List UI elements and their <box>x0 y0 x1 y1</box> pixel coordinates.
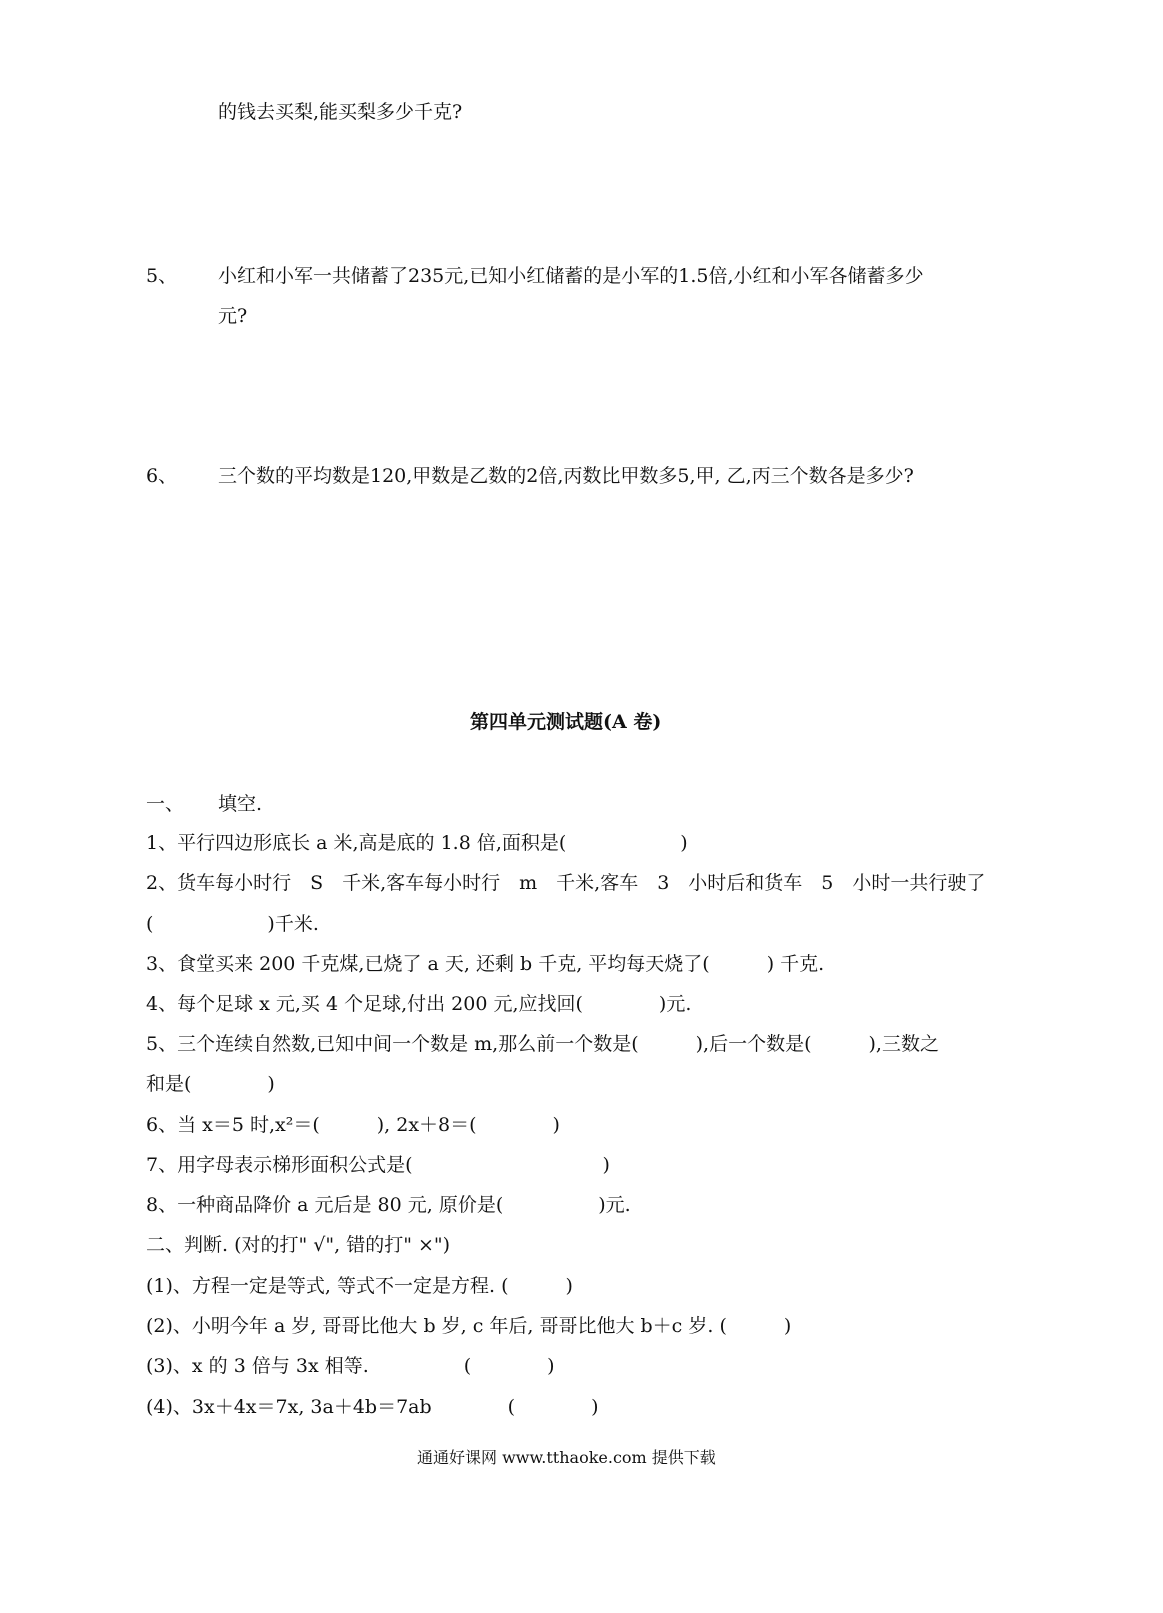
test-title: 第四单元测试题(A 卷) <box>470 711 662 733</box>
fill-item-2-line-1: 2、货车每小时行 S 千米,客车每小时行 m 千米,客车 3 小时后和货车 5 小时一共行驶了 <box>146 872 986 894</box>
problem-5-line-1: 小红和小军一共储蓄了235元,已知小红储蓄的是小军的1.5倍,小红和小军各储蓄多少 <box>218 265 924 287</box>
problem-5-line-2: 元? <box>218 305 248 327</box>
fill-item-4: 4、每个足球 x 元,买 4 个足球,付出 200 元,应找回( )元. <box>146 993 692 1015</box>
section-1-title: 填空. <box>218 793 263 815</box>
section-1-number: 一、 <box>146 793 185 815</box>
fill-item-2-line-2: ( )千米. <box>146 913 319 935</box>
problem-6-number: 6、 <box>146 465 178 487</box>
fill-item-3: 3、食堂买来 200 千克煤,已烧了 a 天, 还剩 b 千克, 平均每天烧了( ) 千克. <box>146 953 825 975</box>
judge-item-2: (2)、小明今年 a 岁, 哥哥比他大 b 岁, c 年后, 哥哥比他大 b＋c 岁. ( ) <box>146 1315 792 1337</box>
fill-item-6: 6、当 x＝5 时,x²＝( ), 2x＋8＝( ) <box>146 1114 560 1136</box>
problem-5-number: 5、 <box>146 265 178 287</box>
judge-item-1: (1)、方程一定是等式, 等式不一定是方程. ( ) <box>146 1275 573 1297</box>
problem-6-line-1: 三个数的平均数是120,甲数是乙数的2倍,丙数比甲数多5,甲, 乙,丙三个数各是多少? <box>218 465 914 487</box>
fill-item-5-line-1: 5、三个连续自然数,已知中间一个数是 m,那么前一个数是( ),后一个数是( ),三数之 <box>146 1033 939 1055</box>
section-2-title: 二、判断. (对的打" √", 错的打" ×") <box>146 1234 451 1256</box>
page-footer: 通通好课网 www.tthaoke.com 提供下载 <box>417 1448 716 1467</box>
judge-item-4: (4)、3x＋4x＝7x, 3a＋4b＝7ab ( ) <box>146 1396 599 1418</box>
fill-item-1: 1、平行四边形底长 a 米,高是底的 1.8 倍,面积是( ) <box>146 832 688 854</box>
problem-continuation-line: 的钱去买梨,能买梨多少千克? <box>218 101 463 123</box>
fill-item-8: 8、一种商品降价 a 元后是 80 元, 原价是( )元. <box>146 1194 631 1216</box>
judge-item-3: (3)、x 的 3 倍与 3x 相等. ( ) <box>146 1355 555 1377</box>
fill-item-5-line-2: 和是( ) <box>146 1073 275 1095</box>
fill-item-7: 7、用字母表示梯形面积公式是( ) <box>146 1154 610 1176</box>
